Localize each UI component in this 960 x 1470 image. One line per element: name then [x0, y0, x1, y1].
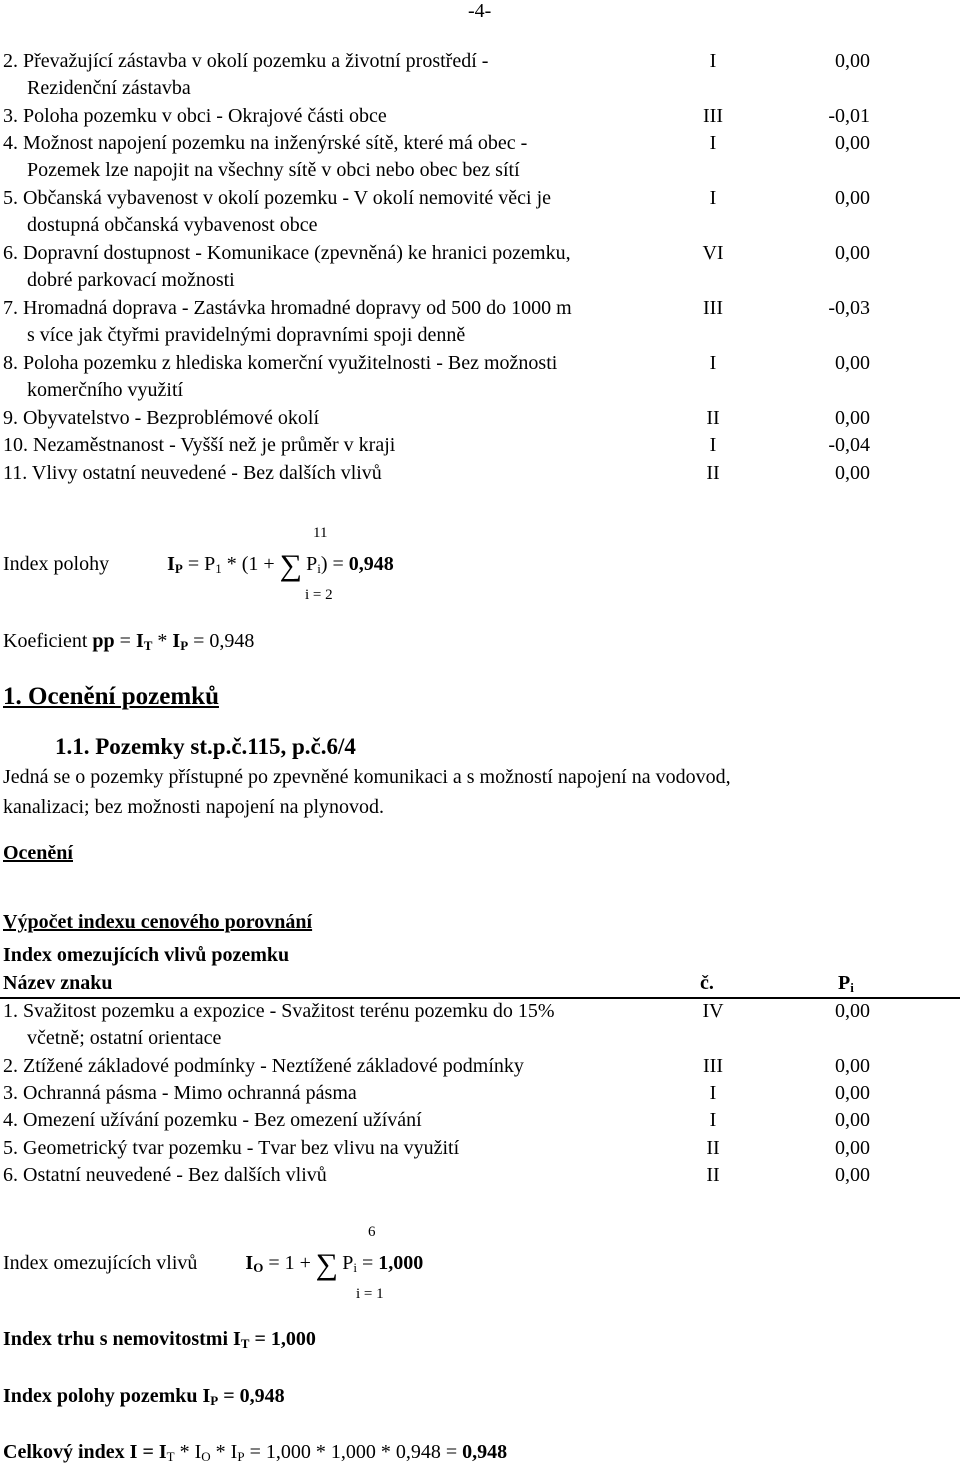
row-value: 0,00 [835, 1082, 870, 1104]
row-value: 0,00 [835, 1000, 870, 1022]
index-polohy-pozemku: Index polohy pozemku $I_P = 0,948$ [3, 1385, 285, 1408]
index-trhu: Index trhu s nemovitostmi $I_T = 1,000$ [3, 1328, 316, 1351]
row-value: 0,00 [835, 50, 870, 72]
sum-icon: ∑ [315, 1248, 338, 1281]
row-label: 2. Převažující zástavba v okolí pozemku a životní prostředí - Rezidenční zástavba [3, 48, 683, 102]
oceneni-heading: Ocenění [3, 842, 73, 864]
row-class: II [706, 1164, 720, 1186]
sum-bottom-limit: i = 2 [305, 587, 333, 603]
index-omezujicich-label: Index omezujících vlivů [3, 1252, 198, 1274]
ip-symbol: $I_P$ [167, 553, 183, 576]
section-title: 1. Ocenění pozemků [3, 683, 219, 710]
row-label: 7. Hromadná doprava - Zastávka hromadné dopravy od 500 do 1000 m s více jak čtyřmi pravidelnými dopravními spoji denně [3, 295, 683, 349]
koeficient-formula: Koeficient pp = $I_T * I_P = 0,948$ [3, 630, 255, 653]
row-value: -0,04 [828, 434, 870, 456]
row-label: 3. Ochranná pásma - Mimo ochranná pásma [3, 1082, 357, 1104]
row-label-continued: včetně; ostatní orientace [27, 1027, 222, 1049]
row-value: 0,00 [835, 352, 870, 374]
row-class: I [709, 1082, 717, 1104]
row-label: 1. Svažitost pozemku a expozice - Svažitost terénu pozemku do 15% včetně; ostatní orientace [3, 998, 683, 1052]
row-label: 4. Omezení užívání pozemku - Bez omezení užívání [3, 1109, 422, 1131]
row-class: I [709, 434, 717, 456]
description: Jedná se o pozemky přístupné po zpevněné komunikaci a s možností napojení na vodovod, kanalizaci; bez možnosti napojení na plynovod. [3, 766, 731, 818]
index-polohy-label: Index polohy [3, 553, 110, 575]
table-header-name: Název znaku [3, 972, 113, 994]
row-value: 0,00 [835, 462, 870, 484]
row-label-continued: dostupná občanská vybavenost obce [27, 214, 318, 236]
row-label: 10. Nezaměstnanost - Vyšší než je průměr v kraji [3, 434, 396, 456]
celkovy-index: Celkový index $I = I_T * I_O * I_P = 1,000 * 1,000 * 0,948 = 0,948$ [3, 1441, 508, 1464]
row-value: 0,00 [835, 1055, 870, 1077]
row-class: III [703, 105, 723, 127]
row-label-continued: s více jak čtyřmi pravidelnými dopravními spoji denně [27, 324, 466, 346]
row-label: 11. Vlivy ostatní neuvedené - Bez dalších vlivů [3, 462, 382, 484]
row-value: 0,00 [835, 1109, 870, 1131]
omezujici-heading: Index omezujících vlivů pozemku [3, 944, 290, 966]
row-value: 0,00 [835, 1137, 870, 1159]
row-class: III [703, 297, 723, 319]
row-class: IV [702, 1000, 724, 1022]
row-value: 0,00 [835, 1164, 870, 1186]
sum-bottom-limit: i = 1 [356, 1286, 384, 1302]
row-class: I [709, 187, 717, 209]
row-value: 0,00 [835, 132, 870, 154]
table-header-val: $P_i$ [838, 972, 854, 995]
row-value: -0,01 [828, 105, 870, 127]
sum-top-limit: 11 [313, 525, 328, 541]
row-value: 0,00 [835, 407, 870, 429]
row-label-continued: Rezidenční zástavba [27, 77, 191, 99]
row-class: I [709, 50, 717, 72]
row-class: II [706, 1137, 720, 1159]
row-label: 4. Možnost napojení pozemku na inženýrské sítě, které má obec - Pozemek lze napojit na všechny sítě v obci nebo obec bez sítí [3, 130, 683, 184]
row-label: 3. Poloha pozemku v obci - Okrajové části obce [3, 105, 387, 127]
row-label: 6. Ostatní neuvedené - Bez dalších vlivů [3, 1164, 327, 1186]
subsection-title: 1.1. Pozemky st.p.č.115, p.č.6/4 [55, 734, 356, 759]
row-class: VI [702, 242, 724, 264]
row-class: I [709, 1109, 717, 1131]
celkovy-result: 0,948 [462, 1441, 508, 1463]
row-label-continued: komerčního využití [27, 379, 184, 401]
row-value: 0,00 [835, 187, 870, 209]
row-label: 2. Ztížené základové podmínky - Neztížené základové podmínky [3, 1055, 524, 1077]
row-label: 9. Obyvatelstvo - Bezproblémové okolí [3, 407, 320, 429]
row-class: III [703, 1055, 723, 1077]
row-class: I [709, 352, 717, 374]
row-label: 6. Dopravní dostupnost - Komunikace (zpevněná) ke hranici pozemku, dobré parkovací možnosti [3, 240, 683, 294]
sum-top-limit: 6 [368, 1224, 376, 1240]
row-label: 5. Občanská vybavenost v okolí pozemku - V okolí nemovité věci je dostupná občanská vybavenost obce [3, 185, 683, 239]
row-value: -0,03 [828, 297, 870, 319]
vypocet-heading: Výpočet indexu cenového porovnání [3, 911, 313, 933]
row-label: 5. Geometrický tvar pozemku - Tvar bez vlivu na využití [3, 1137, 460, 1159]
table-header-cls: č. [700, 972, 714, 994]
row-label-continued: Pozemek lze napojit na všechny sítě v obci nebo obec bez sítí [27, 159, 520, 181]
row-value: 0,00 [835, 242, 870, 264]
row-class: II [706, 462, 720, 484]
row-label: 8. Poloha pozemku z hlediska komerční využitelnosti - Bez možnosti komerčního využití [3, 350, 683, 404]
page-number: -4- [468, 0, 492, 22]
index-omezujicich-result: 1,000 [378, 1252, 424, 1274]
sum-icon: ∑ [279, 549, 302, 582]
index-polohy-result: 0,948 [348, 553, 394, 575]
row-class: I [709, 132, 717, 154]
row-label-continued: dobré parkovací možnosti [27, 269, 235, 291]
row-class: II [706, 407, 720, 429]
